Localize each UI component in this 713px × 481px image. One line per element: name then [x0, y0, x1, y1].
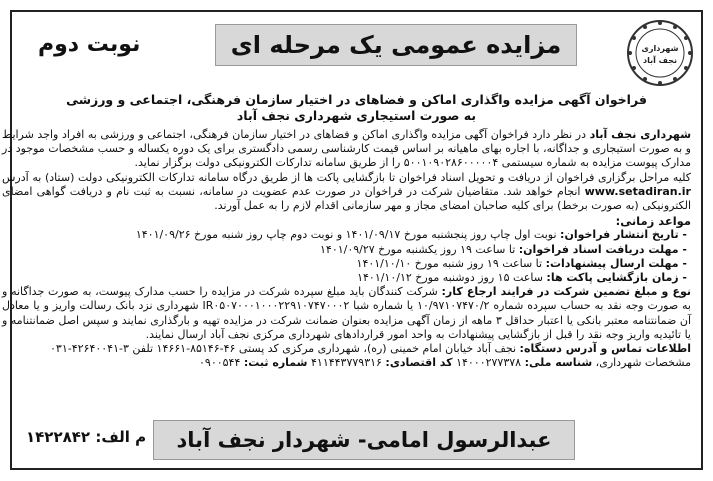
procedure-text-a: کلیه مراحل برگزاری فراخوان از دریافت و تحویل اسناد فراخوان تا بازگشایی پاکت ها از طریق درگاه سامانه تدارکات الکترونیکی دولت (ستاد) به آدرس: [2, 170, 691, 184]
date-label: - مهلت دریافت اسناد فراخوان:: [518, 242, 687, 256]
ad-code: م الف: ۱۴۲۲۸۴۲: [26, 428, 147, 446]
date-text: ساعت ۱۵ روز دوشنبه مورخ ۱۴۰۱/۱۰/۱۲: [357, 271, 543, 285]
contact-label: اطلاعات تماس و آدرس دستگاه:: [519, 342, 691, 356]
date-label: - تاریخ انتشار فراخوان:: [560, 228, 687, 242]
signer-name: عبدالرسول امامی- شهردار نجف آباد: [153, 420, 575, 460]
date-item-publish: [2, 228, 691, 242]
date-label: - مهلت ارسال پیشنهادات:: [545, 256, 687, 270]
notice-body: [2, 128, 691, 370]
guarantee-text: شرکت کنندگان باید مبلغ سپرده شرکت در مزایده را حسب مدارک پیوست، به صورت جداگانه و به صورت وجه نقد به حساب سپرده شماره ۱۰/۹۷۱۰۷۴۷۰/۲ یا شماره شبا IR۰۵۰۷۰۰۰۱۰۰۰۲۲۹۱۰۷۴۷۰۰۰۲ شهرداری نزد بانک رسالت واریز و یا معادل آن ضمانتنامه معتبر بانکی یا اعتبار حداقل ۳ ماهه از زمان آگهی مزایده بعنوان ضمانت شرکت در مزایده تهیه و بارگذاری نمایند و سپس اصل ضمانتنامه و یا تائیدیه واریز وجه نقد را قبل از بازگشایی پیشنهادات به واحد امور قراردادهای شهرداری مرکزی نجف آباد ارسال نمایند.: [2, 285, 692, 341]
notice-frame: [2, 10, 703, 470]
economic-code: ۴۱۱۴۴۳۷۷۹۳۱۶: [311, 356, 382, 370]
notice-header: [18, 18, 695, 86]
dates-section-title: مواعد زمانی:: [615, 214, 691, 229]
economic-code-label: کد اقتصادی:: [385, 356, 453, 370]
date-label: - زمان بازگشایی پاکت ها:: [546, 271, 687, 285]
spec-prefix: مشخصات شهرداری،: [595, 356, 691, 370]
national-id-label: شناسه ملی:: [524, 356, 593, 370]
svg-text:شهرداری: شهرداری: [641, 44, 679, 53]
contact-paragraph: [2, 342, 691, 356]
intro-paragraph: [2, 128, 691, 171]
date-item-submit: [2, 257, 691, 271]
spec-paragraph: [2, 356, 691, 370]
contact-text: نجف آباد خیابان امام خمینی (ره)، شهرداری مرکزی کد پستی ۴۶-۸۵۱۴۶-۱۴۶۶۱ تلفن ۳-۴۲۶۴۰۰۴۱-۰۳۱: [50, 342, 517, 356]
national-id: ۱۴۰۰۰۲۷۷۳۷۸: [456, 356, 522, 370]
setad-link[interactable]: www.setadiran.ir: [584, 184, 691, 198]
reg-no: ۰۹۰۰۵۴۴: [199, 356, 241, 370]
guarantee-label: نوع و مبلغ تضمین شرکت در فرایند ارجاع کار:: [441, 285, 691, 299]
intro-text: در نظر دارد فراخوان آگهی مزایده واگذاری اماکن و فضاهای در اختیار سازمان فرهنگی، اجتماعی و ورزشی به افراد واجد شرایط و به صورت استیجاری و جداگانه، با اجاره بهای ماهیانه بر اساس قیمت کارشناسی رسمی دادگستری برای یک دوره یکساله و حسب مشخصات موجود در مدارک پیوست مزایده به شماره سیستمی ۵۰۰۱۰۹۰۲۸۶۰۰۰۰۰۴ را از طریق سامانه تدارکات الکترونیکی دولت برگزار نماید.: [2, 128, 691, 170]
headline-line-1: فراخوان آگهی مزایده واگذاری اماکن و فضاهای در اختیار سازمان فرهنگی، اجتماعی و ورزشی: [66, 92, 647, 107]
municipality-seal-icon: [625, 18, 695, 88]
round-label: نوبت دوم: [38, 32, 141, 57]
guarantee-paragraph: [2, 285, 691, 342]
headline-line-2: به صورت استیجاری شهرداری نجف آباد: [236, 108, 477, 123]
date-text: نوبت اول چاپ روز پنجشنبه مورخ ۱۴۰۱/۰۹/۱۷ و نوبت دوم چاپ روز شنبه مورخ ۱۴۰۱/۰۹/۲۶: [135, 228, 557, 242]
procedure-paragraph: [2, 171, 691, 214]
notice-headline: [42, 92, 671, 124]
org-name: شهرداری نجف آباد: [589, 128, 692, 141]
reg-label: شماره ثبت:: [243, 356, 308, 370]
notice-footer: [18, 420, 695, 460]
date-item-docs: [2, 243, 691, 257]
notice-title: مزایده عمومی یک مرحله ای: [215, 24, 577, 66]
date-item-opening: [2, 271, 691, 285]
date-text: تا ساعت ۱۹ روز یکشنبه مورخ ۱۴۰۱/۰۹/۲۷: [320, 242, 516, 256]
svg-text:نجف آباد: نجف آباد: [643, 56, 677, 65]
date-text: تا ساعت ۱۹ روز شنبه مورخ ۱۴۰۱/۱۰/۱۰: [356, 256, 543, 270]
procedure-text-b: انجام خواهد شد. متقاضیان شرکت در فراخوان در صورت عدم عضویت در سامانه، نسبت به ثبت نام و دریافت گواهی امضای الکترونیکی (به صورت برخط) برای کلیه صاحبان امضای مجاز و مهر سازمانی اقدام لازم را به عمل آورند.: [2, 184, 691, 213]
